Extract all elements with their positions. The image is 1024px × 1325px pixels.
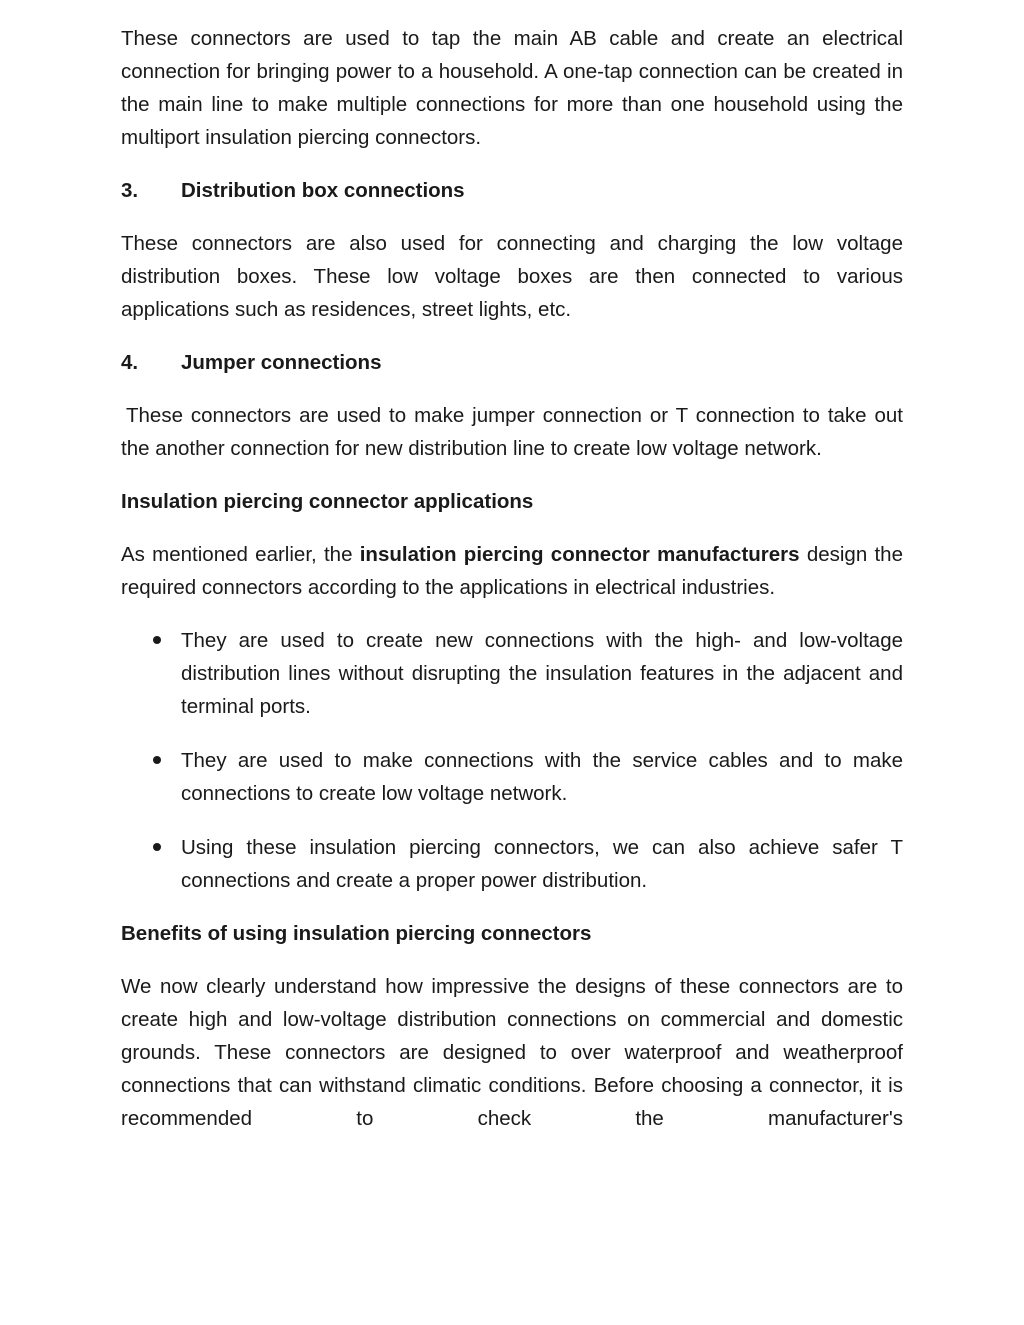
section-4-number: 4. (121, 351, 139, 374)
section-3-number: 3. (121, 179, 139, 202)
section-3-title: Distribution box connections (181, 179, 465, 202)
manufacturers-emphasis: insulation piercing connector manufacturers (359, 543, 800, 566)
list-item (121, 831, 903, 897)
applications-intro-after: design the required connectors according to the applications in electrical industries. (121, 543, 903, 599)
list-item-text: They are used to make connections with the service cables and to make connections to create low voltage network. (181, 749, 903, 805)
applications-intro (121, 538, 903, 604)
applications-bullet-list (121, 624, 903, 897)
list-item (121, 624, 903, 723)
benefits-body: We now clearly understand how impressive the designs of these connectors are to create high and low-voltage distribution connections on commercial and domestic grounds. These connectors are designed to over waterproof and weatherproof connections that can withstand climatic conditions. Before choosing a connector, it is recommended to check the manufacturer's (121, 975, 903, 1130)
intro-paragraph: These connectors are used to tap the main AB cable and create an electrical connection for bringing power to a household. A one-tap connection can be created in the main line to make multiple connections for more than one household using the multiport insulation piercing connectors. (121, 27, 903, 149)
bullet-icon (153, 843, 161, 851)
bullet-icon (153, 756, 161, 764)
benefits-heading: Benefits of using insulation piercing connectors (121, 922, 592, 945)
section-4-heading (121, 346, 903, 379)
section-3-body: These connectors are also used for connecting and charging the low voltage distribution boxes. These low voltage boxes are then connected to various applications such as residences, street lights, etc. (121, 232, 903, 321)
document-page (121, 22, 903, 1155)
section-4-title: Jumper connections (181, 351, 382, 374)
section-3-heading (121, 174, 903, 207)
bullet-icon (153, 636, 161, 644)
list-item-text: Using these insulation piercing connectors, we can also achieve safer T connections and create a proper power distribution. (181, 836, 903, 892)
list-item (121, 744, 903, 810)
list-item-text: They are used to create new connections with the high- and low-voltage distribution lines without disrupting the insulation features in the adjacent and terminal ports. (181, 629, 903, 718)
section-4-body: These connectors are used to make jumper connection or T connection to take out the another connection for new distribution line to create low voltage network. (121, 404, 903, 460)
applications-intro-before: As mentioned earlier, the (121, 543, 360, 566)
applications-heading: Insulation piercing connector applications (121, 490, 534, 513)
